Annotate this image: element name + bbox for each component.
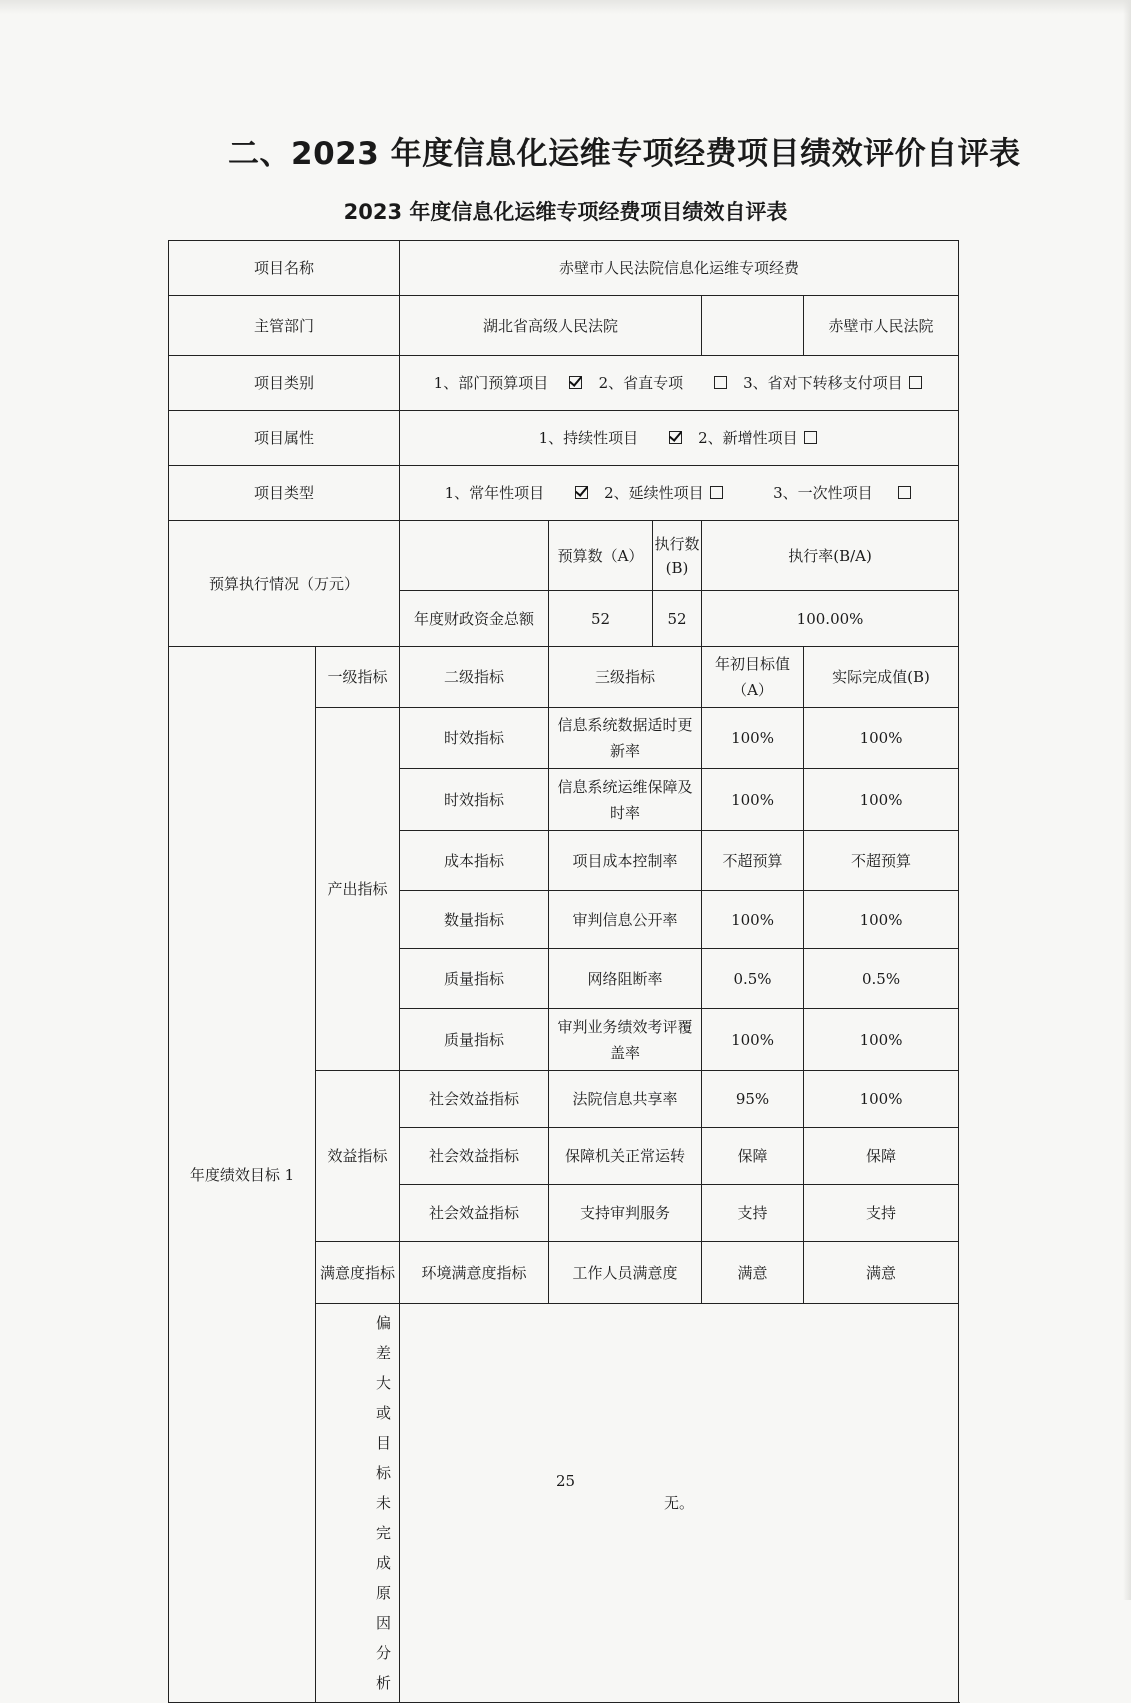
row-project-type <box>169 466 959 521</box>
level2-cell: 质量指标 <box>400 1009 549 1071</box>
header-level3: 三级指标 <box>549 647 702 708</box>
page-title: 二、2023 年度信息化运维专项经费项目绩效评价自评表 <box>228 136 1021 172</box>
project-name-value: 赤壁市人民法院信息化运维专项经费 <box>400 241 959 296</box>
level2-cell: 质量指标 <box>400 949 549 1009</box>
scan-edge <box>0 0 1131 14</box>
checkbox-icon[interactable] <box>804 431 817 444</box>
level1-output: 产出指标 <box>316 708 400 1071</box>
page-number: 25 <box>555 1472 576 1490</box>
category-option-3[interactable] <box>743 370 924 396</box>
level2-cell: 时效指标 <box>400 769 549 831</box>
project-attribute-options <box>400 411 959 466</box>
level3-cell: 支持审判服务 <box>549 1185 702 1242</box>
checkbox-icon[interactable] <box>669 431 682 444</box>
level3-cell: 审判信息公开率 <box>549 891 702 949</box>
level3-cell: 信息系统数据适时更新率 <box>549 708 702 769</box>
actual-cell: 支持 <box>804 1185 959 1242</box>
checkbox-icon[interactable] <box>575 486 588 499</box>
actual-cell: 100% <box>804 891 959 949</box>
actual-cell: 100% <box>804 769 959 831</box>
project-type-label: 项目类型 <box>169 466 400 521</box>
deviation-value: 无。 <box>400 1304 959 1703</box>
department-blank <box>702 296 804 356</box>
level3-cell: 法院信息共享率 <box>549 1071 702 1128</box>
target-cell: 100% <box>702 1009 804 1071</box>
level1-satisfaction: 满意度指标 <box>316 1242 400 1304</box>
actual-cell: 保障 <box>804 1128 959 1185</box>
level3-cell: 保障机关正常运转 <box>549 1128 702 1185</box>
budget-col-rate: 执行率(B/A) <box>702 521 959 591</box>
type-option-1[interactable] <box>445 480 590 506</box>
target-cell: 保障 <box>702 1128 804 1185</box>
level3-cell: 工作人员满意度 <box>549 1242 702 1304</box>
table-title: 2023 年度信息化运维专项经费项目绩效自评表 <box>343 200 788 224</box>
checkbox-icon[interactable] <box>710 486 723 499</box>
level2-cell: 成本指标 <box>400 831 549 891</box>
row-department <box>169 296 959 356</box>
header-actual: 实际完成值(B) <box>804 647 959 708</box>
option-label: 2、省直专项 <box>598 374 684 392</box>
level3-cell: 项目成本控制率 <box>549 831 702 891</box>
target-cell: 100% <box>702 769 804 831</box>
level3-cell: 网络阻断率 <box>549 949 702 1009</box>
project-name-label: 项目名称 <box>169 241 400 296</box>
deviation-label: 偏差大或目标未完成原因分析 <box>316 1304 400 1703</box>
department-label: 主管部门 <box>169 296 400 356</box>
row-project-name <box>169 241 959 296</box>
department-value: 湖北省高级人民法院 <box>400 296 702 356</box>
checkbox-icon[interactable] <box>714 376 727 389</box>
target-cell: 支持 <box>702 1185 804 1242</box>
category-option-2[interactable] <box>599 370 729 396</box>
option-label: 2、延续性项目 <box>604 484 704 502</box>
level2-cell: 社会效益指标 <box>400 1185 549 1242</box>
row-project-category <box>169 356 959 411</box>
attribute-option-2[interactable] <box>698 425 819 451</box>
attribute-option-1[interactable] <box>539 425 684 451</box>
level2-cell: 社会效益指标 <box>400 1071 549 1128</box>
checkbox-icon[interactable] <box>898 486 911 499</box>
level3-cell: 信息系统运维保障及时率 <box>549 769 702 831</box>
option-label: 1、持续性项目 <box>538 429 639 447</box>
budget-label: 预算执行情况（万元） <box>169 521 400 647</box>
scan-edge-right <box>1123 0 1131 1600</box>
target-cell: 100% <box>702 891 804 949</box>
option-label: 1、常年性项目 <box>444 484 545 502</box>
level3-cell: 审判业务绩效考评覆盖率 <box>549 1009 702 1071</box>
type-option-2[interactable] <box>604 480 725 506</box>
header-level2: 二级指标 <box>400 647 549 708</box>
project-attribute-label: 项目属性 <box>169 411 400 466</box>
level1-benefit: 效益指标 <box>316 1071 400 1242</box>
option-label: 3、一次性项目 <box>773 484 873 502</box>
rate-value: 100.00% <box>702 591 959 647</box>
actual-cell: 100% <box>804 1071 959 1128</box>
type-option-3[interactable] <box>773 480 913 506</box>
header-target: 年初目标值（A） <box>702 647 804 708</box>
row-budget-header <box>169 521 959 591</box>
performance-goal-label: 年度绩效目标 1 <box>169 647 316 1703</box>
actual-cell: 不超预算 <box>804 831 959 891</box>
target-cell: 0.5% <box>702 949 804 1009</box>
project-category-label: 项目类别 <box>169 356 400 411</box>
level2-cell: 时效指标 <box>400 708 549 769</box>
actual-cell: 100% <box>804 1009 959 1071</box>
checkbox-icon[interactable] <box>909 376 922 389</box>
target-cell: 不超预算 <box>702 831 804 891</box>
level2-cell: 环境满意度指标 <box>400 1242 549 1304</box>
implementer-value: 赤壁市人民法院 <box>804 296 959 356</box>
option-label: 3、省对下转移支付项目 <box>743 374 903 392</box>
actual-cell: 100% <box>804 708 959 769</box>
target-cell: 95% <box>702 1071 804 1128</box>
row-project-attribute <box>169 411 959 466</box>
budget-row-label: 年度财政资金总额 <box>400 591 549 647</box>
executed-value: 52 <box>653 591 702 647</box>
project-type-options <box>400 466 959 521</box>
header-level1: 一级指标 <box>316 647 400 708</box>
option-label: 1、部门预算项目 <box>433 374 549 392</box>
row-indicator-headers <box>169 647 959 708</box>
actual-cell: 满意 <box>804 1242 959 1304</box>
budget-value: 52 <box>549 591 653 647</box>
level2-cell: 数量指标 <box>400 891 549 949</box>
target-cell: 满意 <box>702 1242 804 1304</box>
actual-cell: 0.5% <box>804 949 959 1009</box>
budget-col-budget: 预算数（A） <box>549 521 653 591</box>
level2-cell: 社会效益指标 <box>400 1128 549 1185</box>
budget-header-blank <box>400 521 549 591</box>
target-cell: 100% <box>702 708 804 769</box>
category-option-1[interactable] <box>434 370 585 396</box>
project-category-options <box>400 356 959 411</box>
option-label: 2、新增性项目 <box>698 429 798 447</box>
budget-col-executed: 执行数(B) <box>653 521 702 591</box>
checkbox-icon[interactable] <box>569 376 582 389</box>
